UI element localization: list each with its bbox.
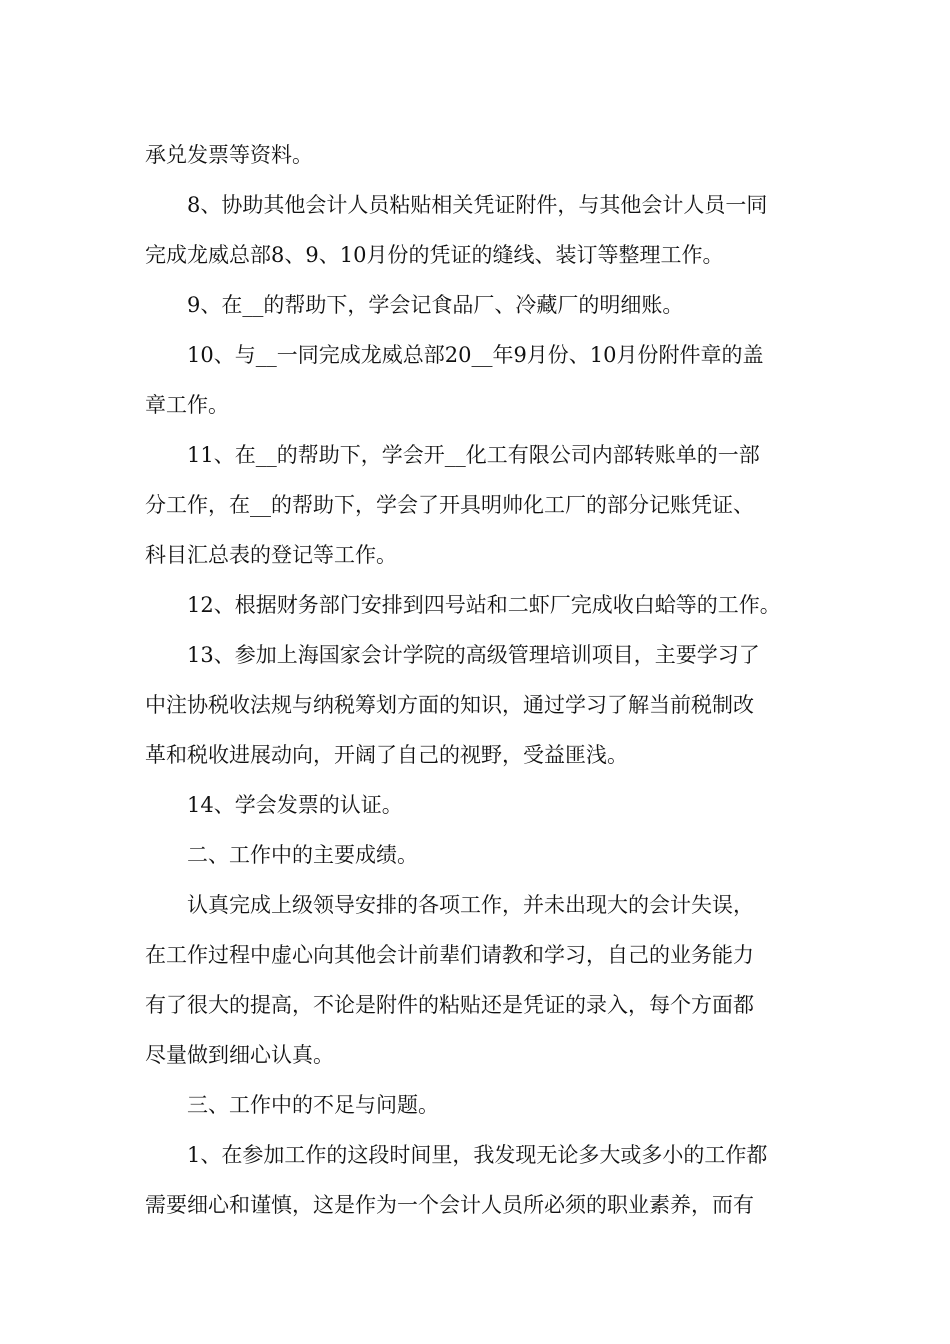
text-line-11: 13、参加上海国家会计学院的高级管理培训项目，主要学习了 [187,643,760,667]
text-line-19: 尽量做到细心认真。 [145,1043,334,1067]
text-line-3: 完成龙威总部8、9、10月份的凭证的缝线、装订等整理工作。 [145,243,724,267]
text-line-9: 科目汇总表的登记等工作。 [145,543,397,567]
text-line-13: 革和税收进展动向，开阔了自己的视野，受益匪浅。 [145,743,628,767]
section-heading-achievements: 二、工作中的主要成绩。 [187,843,418,867]
text-line-12: 中注协税收法规与纳税筹划方面的知识，通过学习了解当前税制改 [145,693,754,717]
text-line-18: 有了很大的提高，不论是附件的粘贴还是凭证的录入，每个方面都 [145,993,754,1017]
section-heading-shortcomings: 三、工作中的不足与问题。 [187,1093,439,1117]
text-line-4: 9、在__的帮助下，学会记食品厂、冷藏厂的明细账。 [187,293,684,317]
text-line-17: 在工作过程中虚心向其他会计前辈们请教和学习，自己的业务能力 [145,943,754,967]
text-line-2: 8、协助其他会计人员粘贴相关凭证附件，与其他会计人员一同 [187,193,768,217]
text-line-21: 1、在参加工作的这段时间里，我发现无论多大或多小的工作都 [187,1143,768,1167]
document-body [145,130,810,1230]
text-line-16: 认真完成上级领导安排的各项工作，并未出现大的会计失误， [187,893,754,917]
text-line-8: 分工作，在__的帮助下，学会了开具明帅化工厂的部分记账凭证、 [145,493,754,517]
text-line-10: 12、根据财务部门安排到四号站和二虾厂完成收白蛤等的工作。 [187,593,781,617]
text-line-6: 章工作。 [145,393,229,417]
text-line-5: 10、与__一同完成龙威总部20__年9月份、10月份附件章的盖 [187,343,764,367]
text-line-1: 承兑发票等资料。 [145,143,313,167]
text-line-14: 14、学会发票的认证。 [187,793,403,817]
text-line-7: 11、在__的帮助下，学会开__化工有限公司内部转账单的一部 [187,443,760,467]
text-line-22: 需要细心和谨慎，这是作为一个会计人员所必须的职业素养，而有 [145,1193,754,1217]
